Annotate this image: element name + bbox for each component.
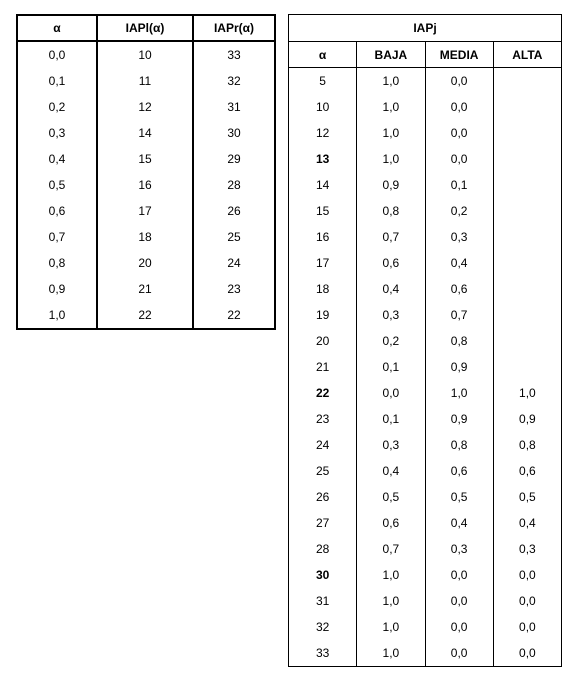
cell-alpha: 20 — [289, 328, 357, 354]
cell-alpha: 19 — [289, 302, 357, 328]
cell-alta — [493, 224, 561, 250]
cell-iapl: 20 — [97, 250, 193, 276]
cell-alpha: 23 — [289, 406, 357, 432]
table-row — [289, 302, 562, 328]
cell-baja: 1,0 — [357, 68, 425, 95]
cell-baja: 0,3 — [357, 432, 425, 458]
cell-baja: 1,0 — [357, 640, 425, 667]
cell-baja: 0,6 — [357, 510, 425, 536]
table-row — [289, 536, 562, 562]
cell-alta: 0,6 — [519, 464, 536, 478]
table-row — [289, 172, 562, 198]
table-row — [289, 588, 562, 614]
cell-media: 0,6 — [425, 458, 493, 484]
table-row — [289, 614, 562, 640]
table-row — [289, 94, 562, 120]
cell-media: 0,9 — [425, 406, 493, 432]
header-row — [17, 15, 275, 41]
cell-alpha: 5 — [289, 68, 357, 95]
cell-baja: 0,1 — [357, 406, 425, 432]
cell-alpha: 26 — [289, 484, 357, 510]
cell-alpha: 0,6 — [17, 198, 97, 224]
table-row — [289, 328, 562, 354]
iapj-table — [288, 14, 562, 667]
group-header-row — [289, 15, 562, 42]
cell-media: 0,0 — [425, 588, 493, 614]
header-alpha: α — [17, 15, 97, 41]
cell-alpha: 24 — [289, 432, 357, 458]
cell-iapl: 14 — [97, 120, 193, 146]
cell-alta: 0,0 — [519, 620, 536, 634]
cell-alpha: 13 — [289, 146, 357, 172]
cell-alpha: 21 — [289, 354, 357, 380]
table-row — [17, 146, 275, 172]
cell-media: 0,0 — [425, 614, 493, 640]
header-media: MEDIA — [425, 42, 493, 68]
cell-media: 0,6 — [425, 276, 493, 302]
cell-alpha: 0,8 — [17, 250, 97, 276]
cell-alta: 0,0 — [519, 594, 536, 608]
cell-iapr: 28 — [227, 178, 241, 192]
cell-media: 0,7 — [425, 302, 493, 328]
cell-iapr: 22 — [227, 308, 241, 322]
cell-alta: 0,0 — [519, 568, 536, 582]
cell-alta: 0,3 — [519, 542, 536, 556]
cell-alpha: 0,3 — [17, 120, 97, 146]
cell-alta — [493, 354, 561, 380]
cell-baja: 0,1 — [357, 354, 425, 380]
cell-baja: 1,0 — [357, 120, 425, 146]
cell-iapl: 17 — [97, 198, 193, 224]
cell-iapr: 23 — [227, 282, 241, 296]
cell-media: 0,8 — [425, 432, 493, 458]
cell-baja: 0,9 — [357, 172, 425, 198]
cell-baja: 0,8 — [357, 198, 425, 224]
cell-media: 0,1 — [425, 172, 493, 198]
cell-alta: 0,5 — [519, 490, 536, 504]
cell-alpha: 0,4 — [17, 146, 97, 172]
cell-alpha: 18 — [289, 276, 357, 302]
table-row — [17, 198, 275, 224]
cell-baja: 0,7 — [357, 536, 425, 562]
table-row — [289, 510, 562, 536]
cell-alta — [493, 198, 561, 224]
table-row — [289, 640, 562, 667]
cell-baja: 0,7 — [357, 224, 425, 250]
header-iapr: IAPr(α) — [193, 15, 275, 41]
cell-alta — [493, 302, 561, 328]
cell-iapl: 12 — [97, 94, 193, 120]
cell-alpha: 0,7 — [17, 224, 97, 250]
cell-media: 0,3 — [425, 224, 493, 250]
table-row — [17, 250, 275, 276]
cell-alta: 1,0 — [519, 386, 536, 400]
cell-baja: 0,4 — [357, 458, 425, 484]
cell-iapr: 31 — [227, 100, 241, 114]
cell-alta — [493, 68, 561, 95]
cell-media: 0,8 — [425, 328, 493, 354]
cell-iapr: 26 — [227, 204, 241, 218]
header-baja: BAJA — [357, 42, 425, 68]
table-row — [17, 276, 275, 302]
table-row — [289, 68, 562, 95]
cell-alta — [493, 120, 561, 146]
table-row — [289, 224, 562, 250]
cell-alpha: 30 — [289, 562, 357, 588]
table-row — [17, 224, 275, 250]
iap-left-right-table — [16, 14, 276, 330]
cell-baja: 1,0 — [357, 614, 425, 640]
table-row — [289, 250, 562, 276]
cell-iapl: 11 — [97, 68, 193, 94]
cell-iapl: 22 — [97, 302, 193, 329]
cell-media: 0,9 — [425, 354, 493, 380]
cell-alpha: 12 — [289, 120, 357, 146]
table-row — [289, 458, 562, 484]
cell-baja: 1,0 — [357, 146, 425, 172]
cell-baja: 1,0 — [357, 588, 425, 614]
cell-alpha: 0,0 — [17, 41, 97, 68]
table-row — [289, 406, 562, 432]
table-row — [17, 68, 275, 94]
cell-alta — [493, 276, 561, 302]
cell-iapr: 25 — [227, 230, 241, 244]
cell-iapl: 18 — [97, 224, 193, 250]
cell-alpha: 0,9 — [17, 276, 97, 302]
table-row — [289, 432, 562, 458]
cell-alta: 0,4 — [519, 516, 536, 530]
cell-media: 0,2 — [425, 198, 493, 224]
header-iapj: IAPj — [289, 15, 562, 42]
cell-alpha: 10 — [289, 94, 357, 120]
table-row — [289, 562, 562, 588]
cell-alpha: 15 — [289, 198, 357, 224]
table-row — [289, 146, 562, 172]
table-row — [289, 380, 562, 406]
header-row — [289, 42, 562, 68]
cell-baja: 0,3 — [357, 302, 425, 328]
cell-iapr: 24 — [227, 256, 241, 270]
cell-alpha: 16 — [289, 224, 357, 250]
cell-alta: 0,0 — [519, 646, 536, 660]
cell-media: 0,0 — [425, 562, 493, 588]
cell-alta — [493, 172, 561, 198]
cell-iapr: 33 — [227, 48, 241, 62]
cell-alpha: 0,1 — [17, 68, 97, 94]
cell-alpha: 0,5 — [17, 172, 97, 198]
cell-alta: 0,8 — [519, 438, 536, 452]
cell-alta — [493, 94, 561, 120]
cell-alpha: 27 — [289, 510, 357, 536]
cell-media: 0,0 — [425, 68, 493, 95]
cell-alta — [493, 328, 561, 354]
cell-iapr: 30 — [227, 126, 241, 140]
cell-baja: 0,4 — [357, 276, 425, 302]
cell-media: 1,0 — [425, 380, 493, 406]
cell-iapl: 10 — [97, 41, 193, 68]
cell-iapl: 16 — [97, 172, 193, 198]
cell-baja: 1,0 — [357, 562, 425, 588]
cell-alpha: 32 — [289, 614, 357, 640]
cell-iapr: 29 — [227, 152, 241, 166]
table-row — [17, 302, 275, 329]
table-row — [17, 94, 275, 120]
cell-iapl: 15 — [97, 146, 193, 172]
cell-media: 0,4 — [425, 250, 493, 276]
cell-alpha: 33 — [289, 640, 357, 667]
table-row — [17, 172, 275, 198]
cell-media: 0,3 — [425, 536, 493, 562]
table-row — [289, 354, 562, 380]
cell-alpha: 31 — [289, 588, 357, 614]
cell-baja: 0,2 — [357, 328, 425, 354]
table-row — [289, 484, 562, 510]
cell-alpha: 14 — [289, 172, 357, 198]
table-row — [289, 120, 562, 146]
cell-alta — [493, 250, 561, 276]
cell-baja: 0,0 — [357, 380, 425, 406]
header-iapl: IAPl(α) — [97, 15, 193, 41]
cell-alpha: 0,2 — [17, 94, 97, 120]
cell-alpha: 28 — [289, 536, 357, 562]
header-alta: ALTA — [493, 42, 561, 68]
cell-iapr: 32 — [227, 74, 241, 88]
cell-media: 0,0 — [425, 146, 493, 172]
table-row — [17, 41, 275, 68]
cell-alpha: 25 — [289, 458, 357, 484]
cell-alta: 0,9 — [519, 412, 536, 426]
cell-media: 0,0 — [425, 120, 493, 146]
cell-alpha: 17 — [289, 250, 357, 276]
cell-media: 0,5 — [425, 484, 493, 510]
cell-iapl: 21 — [97, 276, 193, 302]
cell-baja: 0,5 — [357, 484, 425, 510]
table-row — [289, 276, 562, 302]
cell-media: 0,0 — [425, 94, 493, 120]
cell-alpha: 1,0 — [17, 302, 97, 329]
cell-baja: 1,0 — [357, 94, 425, 120]
header-alpha: α — [289, 42, 357, 68]
cell-media: 0,4 — [425, 510, 493, 536]
table-row — [17, 120, 275, 146]
cell-alta — [493, 146, 561, 172]
cell-media: 0,0 — [425, 640, 493, 667]
cell-baja: 0,6 — [357, 250, 425, 276]
table-row — [289, 198, 562, 224]
cell-alpha: 22 — [289, 380, 357, 406]
